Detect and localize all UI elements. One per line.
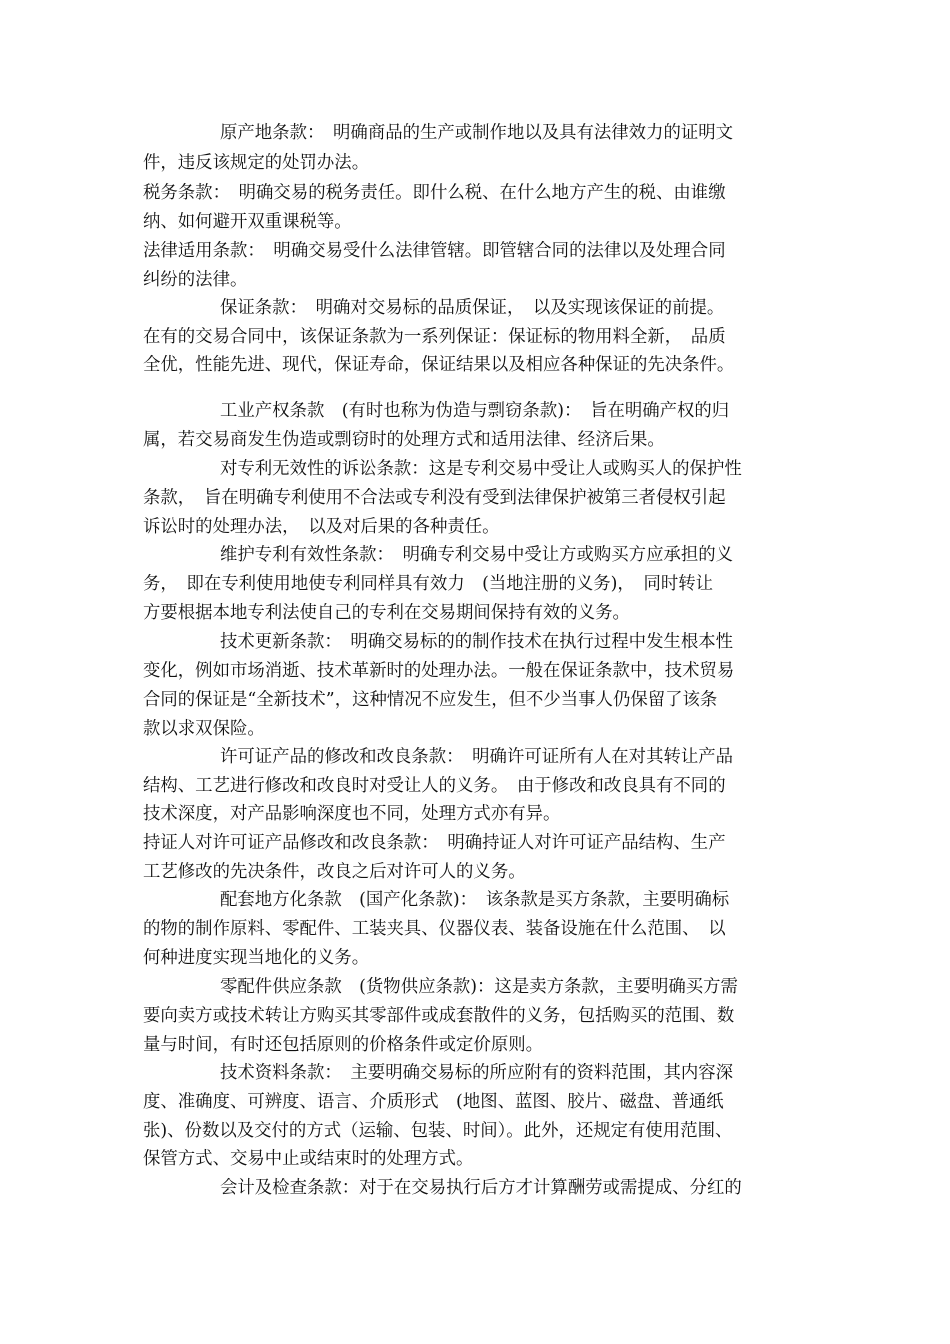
text-line: 变化，例如市场消逝、技术革新时的处理办法。一般在保证条款中，技术贸易: [143, 661, 735, 681]
text-line: 全优，性能先进、现代，保证寿命，保证结果以及相应各种保证的先决条件。: [143, 355, 735, 375]
text-line: 属，若交易商发生伪造或剽窃时的处理方式和适用法律、经济后果。: [143, 430, 665, 450]
text-line: 技术更新条款： 明确交易标的的制作技术在执行过程中发生根本性: [220, 632, 734, 652]
text-line: 原产地条款： 明确商品的生产或制作地以及具有法律效力的证明文: [220, 123, 734, 143]
text-line: 保管方式、交易中止或结束时的处理方式。: [143, 1149, 474, 1169]
text-line: 诉讼时的处理办法， 以及对后果的各种责任。: [143, 517, 500, 537]
text-line: 税务条款： 明确交易的税务责任。即什么税、在什么地方产生的税、由谁缴: [143, 183, 726, 203]
text-line: 纠纷的法律。: [143, 270, 248, 290]
text-line: 方要根据本地专利法使自己的专利在交易期间保持有效的义务。: [143, 603, 630, 623]
text-line: 配套地方化条款 (国产化条款)： 该条款是买方条款，主要明确标: [220, 890, 730, 910]
text-line: 保证条款： 明确对交易标的品质保证， 以及实现该保证的前提。: [220, 298, 725, 318]
text-line: 条款， 旨在明确专利使用不合法或专利没有受到法律保护被第三者侵权引起: [143, 488, 726, 508]
text-line: 维护专利有效性条款： 明确专利交易中受让方或购买方应承担的义: [220, 545, 734, 565]
text-line: 许可证产品的修改和改良条款： 明确许可证所有人在对其转让产品: [220, 747, 734, 767]
text-line: 合同的保证是“全新技术”，这种情况不应发生，但不少当事人仍保留了该条: [143, 690, 718, 710]
text-line: 何种进度实现当地化的义务。: [143, 948, 370, 968]
text-line: 在有的交易合同中，该保证条款为一系列保证：保证标的物用料全新， 品质: [143, 327, 726, 347]
text-line: 技术深度，对产品影响深度也不同，处理方式亦有异。: [143, 804, 561, 824]
text-line: 务， 即在专利使用地使专利同样具有效力 (当地注册的义务)， 同时转让: [143, 574, 714, 594]
text-line: 张)、份数以及交付的方式（运输、包装、时间）。此外，还规定有使用范围、: [143, 1121, 733, 1141]
text-line: 法律适用条款： 明确交易受什么法律管辖。即管辖合同的法律以及处理合同: [143, 241, 726, 261]
text-line: 款以求双保险。: [143, 719, 265, 739]
text-line: 要向卖方或技术转让方购买其零部件或成套散件的义务，包括购买的范围、数: [143, 1006, 735, 1026]
text-line: 零配件供应条款 (货物供应条款)：这是卖方条款，主要明确买方需: [220, 977, 738, 997]
text-line: 件，违反该规定的处罚办法。: [143, 153, 370, 173]
text-line: 度、准确度、可辨度、语言、介质形式 (地图、蓝图、胶片、磁盘、普通纸: [143, 1092, 724, 1112]
text-line: 工业产权条款 (有时也称为伪造与剽窃条款)： 旨在明确产权的归: [220, 401, 730, 421]
text-line: 对专利无效性的诉讼条款：这是专利交易中受让人或购买人的保护性: [220, 459, 742, 479]
text-line: 会计及检查条款：对于在交易执行后方才计算酬劳或需提成、分红的: [220, 1178, 742, 1198]
text-line: 量与时间，有时还包括原则的价格条件或定价原则。: [143, 1035, 543, 1055]
text-line: 工艺修改的先决条件，改良之后对许可人的义务。: [143, 862, 526, 882]
text-line: 的物的制作原料、零配件、工装夹具、仪器仪表、装备设施在什么范围、 以: [143, 919, 726, 939]
text-line: 技术资料条款： 主要明确交易标的所应附有的资料范围，其内容深: [220, 1063, 734, 1083]
text-line: 纳、如何避开双重课税等。: [143, 212, 352, 232]
text-line: 结构、工艺进行修改和改良时对受让人的义务。 由于修改和改良具有不同的: [143, 776, 726, 796]
text-line: 持证人对许可证产品修改和改良条款： 明确持证人对许可证产品结构、生产: [143, 833, 726, 853]
